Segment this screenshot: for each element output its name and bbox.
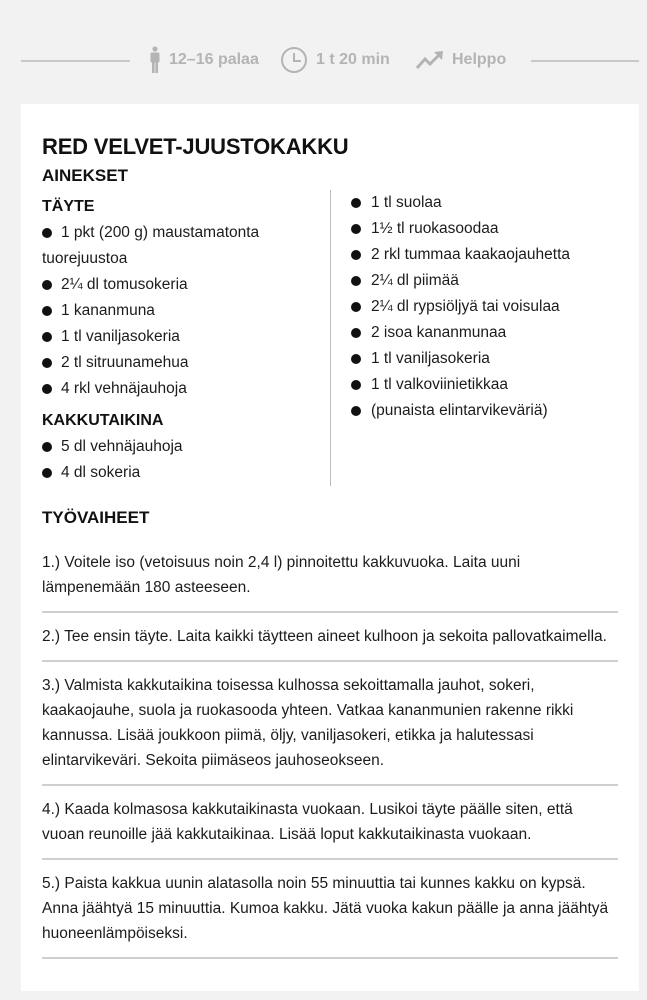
- bullet-icon: [351, 328, 361, 338]
- steps-heading: TYÖVAIHEET: [42, 508, 150, 527]
- trend-up-icon: [416, 50, 444, 70]
- filling-heading: TÄYTE: [42, 198, 95, 215]
- bullet-icon: [42, 358, 52, 368]
- bullet-icon: [42, 332, 52, 342]
- ingredient-item: 4 dl sokeria: [42, 460, 327, 486]
- bullet-icon: [351, 354, 361, 364]
- ingredient-item: 2¼ dl rypsiöljyä tai voisulaa: [351, 294, 621, 320]
- steps-list: [42, 544, 618, 959]
- recipe-card: [21, 104, 639, 991]
- batter-ingredient-list-right: [351, 190, 621, 424]
- ingredient-item: 1 tl vaniljasokeria: [351, 346, 621, 372]
- ingredient-item: 2 rkl tummaa kaakaojauhetta: [351, 242, 621, 268]
- bullet-icon: [42, 442, 52, 452]
- meta-divider-left: [21, 60, 130, 62]
- ingredient-item: 2 tl sitruunamehua: [42, 350, 327, 376]
- recipe-meta-bar: [0, 40, 647, 80]
- person-icon: [149, 46, 161, 74]
- clock-icon: [280, 46, 308, 74]
- ingredients-right-column: [351, 190, 621, 424]
- ingredient-item: 2¼ dl tomusokeria: [42, 272, 327, 298]
- batter-ingredient-list-left: [42, 434, 327, 486]
- bullet-icon: [42, 280, 52, 290]
- servings-label: 12–16 palaa: [169, 51, 259, 68]
- ingredient-item: 1 tl vaniljasokeria: [42, 324, 327, 350]
- bullet-icon: [351, 276, 361, 286]
- filling-ingredient-list: [42, 220, 327, 402]
- ingredient-item: 1 tl valkoviinietikkaa: [351, 372, 621, 398]
- ingredients-heading: AINEKSET: [42, 166, 128, 185]
- meta-divider-right: [531, 60, 639, 62]
- batter-heading: KAKKUTAIKINA: [42, 412, 164, 429]
- column-divider: [330, 190, 331, 486]
- ingredient-item: 1½ tl ruokasoodaa: [351, 216, 621, 242]
- difficulty-label: Helppo: [452, 51, 507, 68]
- time-label: 1 t 20 min: [316, 51, 390, 68]
- difficulty-info: [416, 48, 506, 72]
- servings-info: [149, 48, 259, 72]
- step-item: 3.) Valmista kakkutaikina toisessa kulhossa sekoittamalla jauhot, sokeri, kaakaojauhe, suola ja ruokasooda yhteen. Vatkaa kananmunien rakenne rikki kannussa. Lisää joukkoon piimä, öljy, vaniljasokeri, etikka ja halutessasi elintarvikeväri. Sekoita piimäseos jauhoseokseen.: [42, 662, 618, 786]
- bullet-icon: [351, 224, 361, 234]
- ingredient-item: (punaista elintarvikeväriä): [351, 398, 621, 424]
- ingredient-item: 5 dl vehnäjauhoja: [42, 434, 327, 460]
- ingredient-item: 2 isoa kananmunaa: [351, 320, 621, 346]
- time-info: [280, 48, 390, 72]
- bullet-icon: [42, 228, 52, 238]
- bullet-icon: [351, 250, 361, 260]
- step-item: 5.) Paista kakkua uunin alatasolla noin 55 minuuttia tai kunnes kakku on kypsä. Anna jäähtyä 15 minuuttia. Kumoa kakku. Jätä vuoka kakun päälle ja anna jäähtyä huoneenlämpöiseksi.: [42, 860, 618, 959]
- bullet-icon: [351, 302, 361, 312]
- ingredients-left-column: [42, 194, 327, 486]
- bullet-icon: [351, 198, 361, 208]
- step-item: 4.) Kaada kolmasosa kakkutaikinasta vuokaan. Lusikoi täyte päälle siten, että vuoan reunoille jää kakkutaikinaa. Lisää loput kakkutaikinasta vuokaan.: [42, 786, 618, 860]
- bullet-icon: [351, 380, 361, 390]
- recipe-title: RED VELVET-JUUSTOKAKKU: [42, 134, 349, 159]
- ingredient-item: 1 pkt (200 g) maustamatonta tuorejuustoa: [42, 224, 260, 267]
- bullet-icon: [351, 406, 361, 416]
- ingredient-item: 1 tl suolaa: [351, 190, 621, 216]
- bullet-icon: [42, 384, 52, 394]
- ingredient-item: 1 kananmuna: [42, 298, 327, 324]
- ingredient-item: 4 rkl vehnäjauhoja: [42, 376, 327, 402]
- bullet-icon: [42, 306, 52, 316]
- step-item: 2.) Tee ensin täyte. Laita kaikki täytteen aineet kulhoon ja sekoita pallovatkaimella.: [42, 613, 618, 662]
- ingredient-item: 2¼ dl piimää: [351, 268, 621, 294]
- bullet-icon: [42, 468, 52, 478]
- step-item: 1.) Voitele iso (vetoisuus noin 2,4 l) pinnoitettu kakkuvuoka. Laita uuni lämpenemään 180 asteeseen.: [42, 544, 618, 613]
